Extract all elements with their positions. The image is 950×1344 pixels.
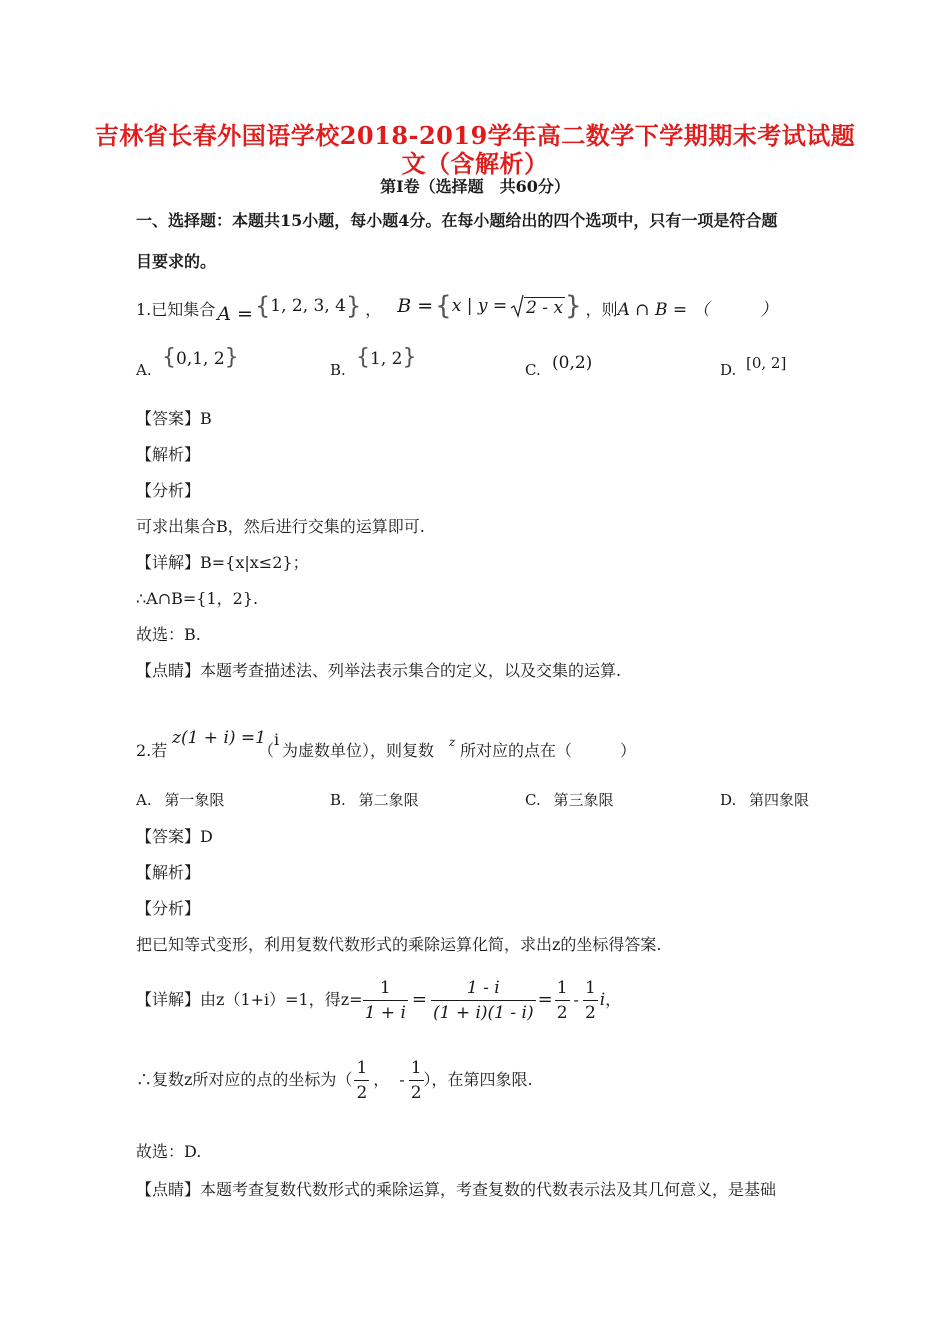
radical-sign-icon [510, 294, 524, 318]
brace-open-icon: { [356, 345, 370, 370]
brace-close-icon: } [402, 345, 417, 370]
brace-close-icon: } [565, 291, 582, 321]
q1-option-d-label: D. [720, 361, 737, 379]
q1-fenxi: 【分析】 [136, 481, 201, 500]
q2-fraction-2 [431, 976, 536, 1025]
brace-open-icon: { [162, 345, 176, 370]
q1-therefore: ∴A∩B={1，2}. [136, 589, 259, 608]
q2-suffix: 所对应的点在（ ） [460, 741, 637, 760]
q1-detail [136, 552, 309, 574]
q2-frac2-den: (1 + i)(1 - i) [432, 1002, 534, 1023]
q2-option-c-value: 第三象限 [553, 791, 614, 809]
q2-i-tail: i [599, 990, 606, 1010]
q2-equals-2: = [537, 989, 553, 1010]
q2-option-d-value: 第四象限 [749, 791, 810, 809]
q1-answer: 【答案】B [136, 409, 212, 428]
q2-coord-x [354, 1056, 369, 1105]
q2-comment-label: 【点睛】 [136, 1180, 201, 1199]
q1-intersection: A ∩ B = （ ） [617, 300, 778, 320]
q1-comment-label: 【点睛】 [136, 661, 201, 680]
q1-prefix: 1.已知集合 [136, 300, 216, 319]
section-heading-line2: 目要求的。 [136, 252, 217, 271]
q2-frac2-num: 1 - i [431, 976, 536, 1001]
q2-coord-x-den: 2 [356, 1082, 368, 1103]
q2-coord-suffix: ），在第四象限. [423, 1070, 533, 1089]
q2-frac3-num: 1 [555, 976, 570, 1001]
q2-frac4-den: 2 [584, 1002, 596, 1023]
q2-frac3-den: 2 [556, 1002, 568, 1023]
q1-comment-text: 本题考查描述法、列举法表示集合的定义，以及交集的运算. [200, 661, 622, 680]
q2-option-b-value: 第二象限 [358, 791, 419, 809]
q1-option-a-value: 0,1, 2 [176, 349, 225, 369]
q2-frac1-den: 1 + i [364, 1002, 406, 1023]
q1-comma: ， [365, 300, 382, 319]
q2-prefix: 2.若 [136, 741, 168, 760]
q1-set-a-elements: 1, 2, 3, 4 [270, 296, 346, 316]
q2-option-a [136, 790, 224, 810]
doc-title-line2: 文（含解析） [401, 149, 549, 178]
q2-option-d-label: D. [720, 791, 737, 809]
q2-answer: 【答案】D [136, 827, 213, 846]
q2-coord-y-den: 2 [410, 1082, 422, 1103]
q2-detail-text: 由z（1+i）=1，得z= [200, 990, 363, 1009]
q2-fraction-1 [363, 976, 408, 1025]
doc-title-line1: 吉林省长春外国语学校2018-2019学年高二数学下学期期末考试试题 [94, 121, 856, 150]
q2-detail-label: 【详解】 [136, 990, 201, 1009]
q1-analysis: 【解析】 [136, 445, 201, 464]
q2-option-c [525, 790, 614, 810]
brace-close-icon: } [224, 345, 239, 370]
q2-coord-prefix: ∴复数z所对应的点的坐标为（ [136, 1070, 353, 1089]
q1-choose: 故选：B. [136, 625, 201, 644]
q2-paren-open: （ [258, 741, 275, 760]
q2-fenxi-text: 把已知等式变形，利用复数代数形式的乘除运算化简，求出z的坐标得答案. [136, 935, 662, 954]
q2-coord-x-num: 1 [354, 1056, 369, 1081]
q2-z-symbol: z [449, 735, 456, 749]
brace-open-icon: { [435, 291, 452, 321]
q2-option-c-label: C. [525, 791, 541, 809]
q1-set-b-builder: x | y = [451, 296, 508, 316]
q2-coord-y [409, 1056, 424, 1105]
q1-fenxi-text: 可求出集合B，然后进行交集的运算即可. [136, 517, 425, 536]
q2-analysis: 【解析】 [136, 863, 201, 882]
q1-option-a-label: A. [136, 361, 152, 379]
sqrt-icon [510, 294, 565, 318]
q1-option-d-value: [0, 2] [746, 354, 787, 372]
q1-option-b-label: B. [330, 361, 346, 379]
q2-comma-tail: ， [605, 990, 622, 1009]
q2-equals-1: = [411, 989, 427, 1010]
q2-minus: - [573, 990, 579, 1009]
q1-option-a-value-wrap [162, 345, 239, 370]
q2-fenxi: 【分析】 [136, 899, 201, 918]
q2-frac4-num: 1 [583, 976, 598, 1001]
q1-option-c-value: (0,2) [552, 353, 593, 373]
q2-option-b [330, 790, 419, 810]
q2-coord-y-num: 1 [409, 1056, 424, 1081]
q2-comment [136, 1179, 776, 1201]
q2-choose: 故选：D. [136, 1142, 202, 1161]
q2-option-a-label: A. [136, 791, 152, 809]
q2-coord-minus: - [399, 1070, 405, 1089]
q2-detail [136, 972, 621, 1028]
q2-fraction-3 [555, 976, 570, 1025]
brace-close-icon: } [345, 292, 362, 320]
q2-i-symbol: i [274, 730, 280, 749]
q1-suffix: ，则 [585, 300, 618, 319]
q2-coord-mid: ， [373, 1070, 390, 1089]
q2-option-d [720, 790, 809, 810]
brace-open-icon: { [254, 292, 271, 320]
q1-set-b-name: B = [397, 295, 434, 317]
q1-stem [136, 290, 777, 330]
q2-fraction-4 [583, 976, 598, 1025]
q2-mid: 为虚数单位），则复数 [282, 741, 435, 760]
q2-equation: z(1 + i) =1 [172, 728, 266, 748]
q2-option-a-value: 第一象限 [164, 791, 225, 809]
section-heading-line1: 一、选择题：本题共15小题，每小题4分。在每小题给出的四个选项中，只有一项是符合题 [136, 211, 778, 230]
q1-detail-text: B={x|x≤2}； [200, 553, 309, 572]
q1-option-b-value: 1, 2 [370, 349, 403, 369]
volume-heading: 第Ⅰ卷（选择题 共60分） [380, 177, 570, 196]
q1-set-a-name: A = [217, 303, 253, 325]
q2-option-b-label: B. [330, 791, 346, 809]
q1-option-b-value-wrap [356, 345, 416, 370]
q1-option-c-label: C. [525, 361, 541, 379]
q1-detail-label: 【详解】 [136, 553, 201, 572]
q2-coordinates [136, 1052, 533, 1108]
q1-comment [136, 660, 621, 682]
q1-sqrt-arg: 2 - x [526, 298, 564, 318]
q2-comment-text: 本题考查复数代数形式的乘除运算，考查复数的代数表示法及其几何意义，是基础 [200, 1180, 777, 1199]
q2-frac1-num: 1 [363, 976, 408, 1001]
